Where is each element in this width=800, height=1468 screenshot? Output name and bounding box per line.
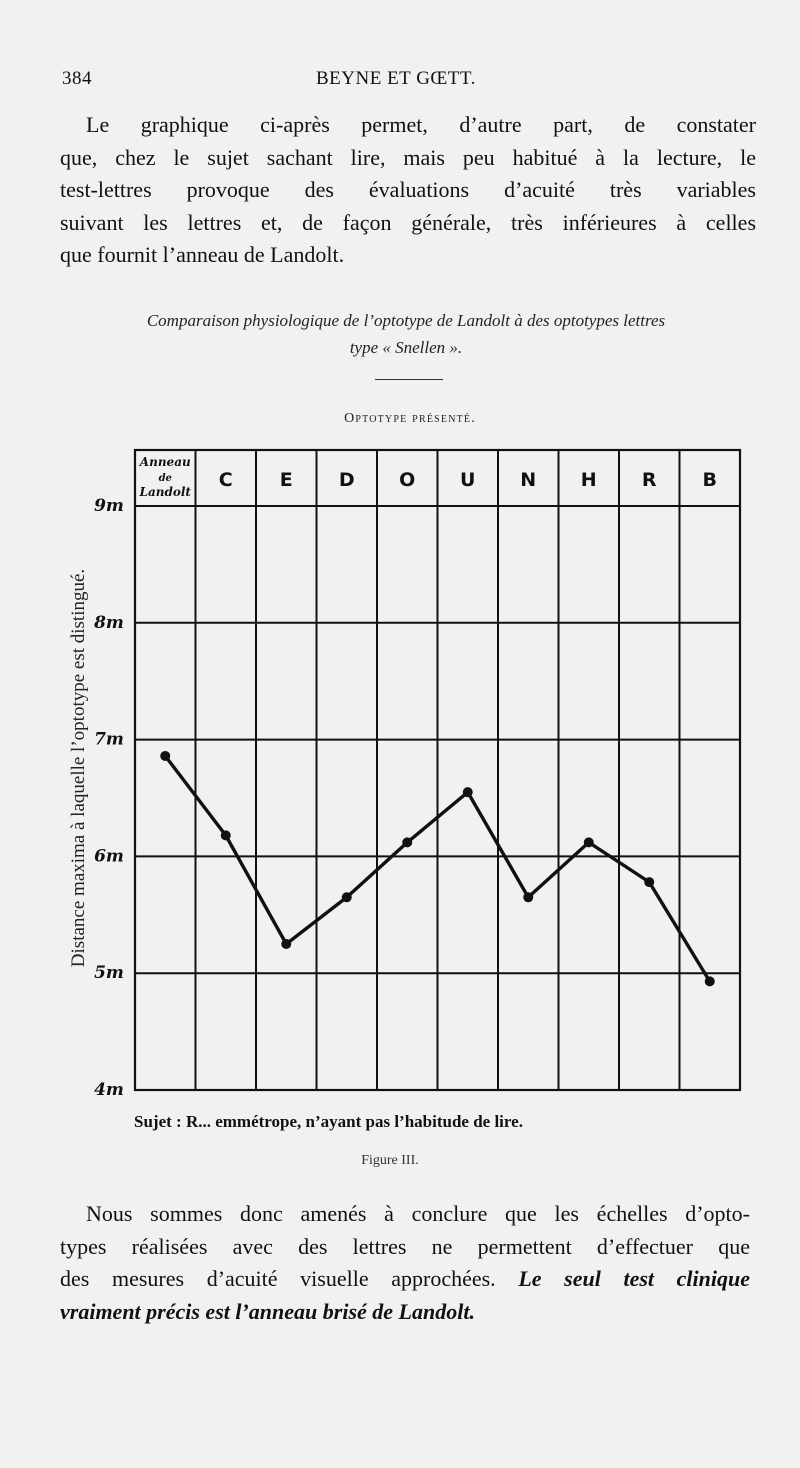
category-label: N	[520, 469, 537, 491]
data-point	[342, 892, 352, 902]
category-label: de	[158, 473, 172, 484]
paragraph-line: que fournit l’anneau de Landolt.	[60, 242, 345, 267]
category-label: O	[399, 469, 416, 491]
emphasis-line: vraiment précis est l’anneau brisé de Landolt.	[60, 1298, 475, 1324]
paragraph-line: Nous sommes donc amenés à conclure que les échelles d’opto-	[86, 1201, 750, 1226]
paragraph-line: suivant les lettres et, de façon générale, très inférieures à celles	[60, 209, 756, 235]
running-head-title: BEYNE ET GŒTT.	[316, 68, 476, 89]
data-point	[402, 837, 412, 847]
data-point	[281, 939, 291, 949]
category-label: E	[279, 469, 293, 491]
data-point	[584, 837, 594, 847]
y-tick-label: 6m	[94, 846, 124, 867]
data-point	[160, 751, 170, 761]
y-tick-label: 8m	[94, 612, 124, 633]
paragraph-conclusion	[60, 1198, 750, 1328]
paragraph-line: test-lettres provoque des évaluations d’acuité très variables	[60, 177, 756, 202]
category-label: H	[580, 469, 597, 491]
data-point	[705, 976, 715, 986]
y-axis-label-text: Distance maxima à laquelle l’optotype est distingué.	[68, 568, 89, 968]
category-label: C	[218, 469, 233, 491]
paragraph-line: que, chez le sujet sachant lire, mais peu habitué à la lecture, le	[60, 144, 756, 170]
y-tick-label: 5m	[94, 963, 124, 984]
x-axis-heading-text: Optotype présenté.	[344, 411, 476, 426]
caption-line: type « Snellen ».	[349, 338, 463, 357]
category-label: R	[641, 469, 657, 491]
category-label: U	[460, 469, 476, 491]
y-tick-label: 4m	[94, 1080, 124, 1100]
data-point	[644, 877, 654, 887]
category-label: Landolt	[139, 485, 191, 499]
caption-line: Comparaison physiologique de l’optotype de Landolt à des optotypes lettres	[146, 311, 666, 330]
emphasis-text: Le seul test clinique	[518, 1266, 751, 1291]
subject-note: Sujet : R... emmétrope, n’ayant pas l’habitude de lire.	[134, 1112, 523, 1131]
category-label: B	[702, 469, 717, 491]
y-tick-label: 7m	[94, 729, 124, 750]
paragraph-line: types réalisées avec des lettres ne permettent d’effectuer que	[60, 1233, 750, 1259]
data-point	[523, 892, 533, 902]
page-number: 384	[62, 68, 92, 89]
paragraph-line: Le graphique ci-après permet, d’autre part, de constater	[86, 112, 756, 137]
paragraph-line	[60, 1263, 750, 1296]
data-point	[221, 830, 231, 840]
category-label: D	[338, 469, 355, 491]
category-label: Anneau	[139, 455, 191, 469]
y-tick-label: 9m	[94, 496, 124, 516]
paragraph-text: des mesures d’acuité visuelle approchées.	[60, 1266, 496, 1291]
figure-label: Figure III.	[361, 1153, 419, 1168]
data-point	[463, 787, 473, 797]
